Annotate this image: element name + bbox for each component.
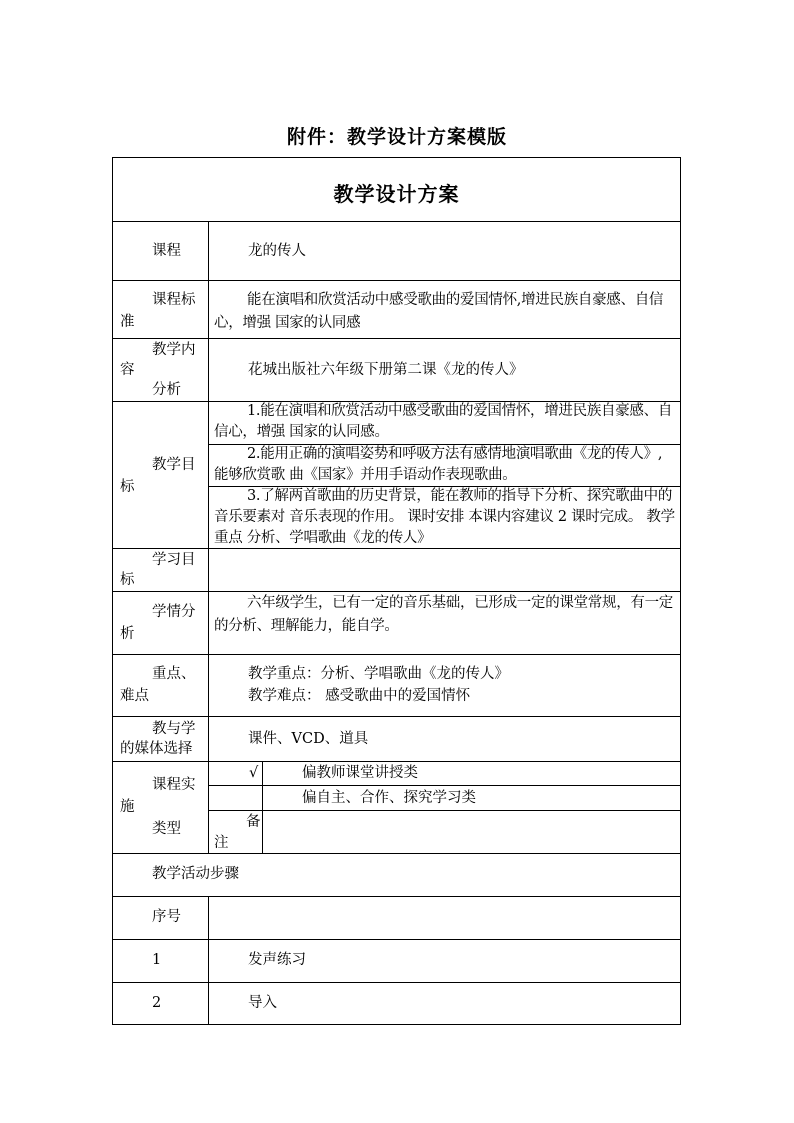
objective-item: 3.了解两首歌曲的历史背景，能在教师的指导下分析、探究歌曲中的音乐要素对 音乐表现的作用。 课时安排 本课内容建议 2 课时完成。 教学重点 分析、学唱歌曲《龙的传人》 bbox=[214, 488, 675, 546]
learning-goal-label-2: 标 bbox=[120, 572, 135, 588]
row-divider bbox=[113, 280, 680, 281]
lesson-plan-table bbox=[112, 157, 681, 1025]
row-divider bbox=[113, 853, 680, 854]
key-points-label: 重点、 bbox=[152, 666, 196, 682]
step-name: 导入 bbox=[248, 995, 277, 1011]
learner-label-2: 析 bbox=[120, 626, 135, 642]
column-divider bbox=[262, 810, 263, 853]
row-divider bbox=[113, 982, 680, 983]
table-title: 教学设计方案 bbox=[333, 182, 460, 206]
learner-label: 学情分 bbox=[152, 604, 196, 620]
column-divider bbox=[262, 761, 263, 811]
content-label-2: 容 bbox=[120, 362, 135, 378]
implementation-label-3: 类型 bbox=[152, 821, 181, 837]
media-value: 课件、VCD、道具 bbox=[248, 731, 369, 747]
row-divider bbox=[113, 939, 680, 940]
step-name: 发声练习 bbox=[248, 952, 306, 968]
option-self-learning: 偏自主、合作、探究学习类 bbox=[302, 790, 476, 806]
step-number: 2 bbox=[152, 995, 162, 1011]
content-value: 花城出版社六年级下册第二课《龙的传人》 bbox=[248, 362, 524, 378]
page-title: 附件：教学设计方案模版 bbox=[286, 126, 507, 148]
steps-label: 教学活动步骤 bbox=[152, 866, 239, 882]
media-label: 教与学 bbox=[152, 721, 196, 737]
learning-goal-label: 学习目 bbox=[152, 552, 196, 568]
option-teacher-lecture: 偏教师课堂讲授类 bbox=[302, 765, 418, 781]
row-divider bbox=[113, 716, 680, 717]
objective-item: 2.能用正确的演唱姿势和呼吸方法有感情地演唱歌曲《龙的传人》, 能够欣赏歌 曲《国家》并用手语动作表现歌曲。 bbox=[214, 446, 663, 483]
row-divider bbox=[113, 338, 680, 339]
remark-label: 备 bbox=[246, 814, 261, 830]
difficulty-line: 教学难点： 感受歌曲中的爱国情怀 bbox=[248, 688, 471, 704]
row-divider bbox=[113, 654, 680, 655]
remark-label-2: 注 bbox=[214, 835, 229, 851]
course-value: 龙的传人 bbox=[248, 243, 306, 259]
objectives-label-2: 标 bbox=[120, 479, 135, 495]
key-points-label-2: 难点 bbox=[120, 688, 149, 704]
sub-row-divider bbox=[208, 785, 680, 786]
sub-row-divider bbox=[208, 810, 680, 811]
row-divider bbox=[113, 221, 680, 222]
row-divider bbox=[113, 896, 680, 897]
implementation-label: 课程实 bbox=[152, 777, 196, 793]
seq-label: 序号 bbox=[152, 909, 181, 925]
implementation-label-2: 施 bbox=[120, 799, 135, 815]
course-label: 课程 bbox=[152, 243, 181, 259]
content-label-3: 分析 bbox=[152, 382, 181, 398]
standard-label: 课程标 bbox=[152, 292, 196, 308]
standard-label-2: 准 bbox=[120, 314, 135, 330]
key-point-line: 教学重点：分析、学唱歌曲《龙的传人》 bbox=[248, 666, 509, 682]
step-number: 1 bbox=[152, 952, 162, 968]
column-divider bbox=[208, 221, 209, 853]
standard-value: 能在演唱和欣赏活动中感受歌曲的爱国情怀,增进民族自豪感、自信心，增强 国家的认同感 bbox=[214, 292, 664, 331]
content-label: 教学内 bbox=[152, 342, 196, 358]
objectives-label: 教学目 bbox=[152, 457, 196, 473]
column-divider bbox=[208, 896, 209, 1024]
media-label-2: 的媒体选择 bbox=[120, 741, 193, 757]
check-mark: √ bbox=[249, 765, 259, 781]
learner-value: 六年级学生，已有一定的音乐基础，已形成一定的课堂常规，有一定的分析、理解能力，能自学。 bbox=[214, 595, 673, 634]
objective-item: 1.能在演唱和欣赏活动中感受歌曲的爱国情怀，增进民族自豪感、自信心，增强 国家的认同感。 bbox=[214, 403, 673, 440]
